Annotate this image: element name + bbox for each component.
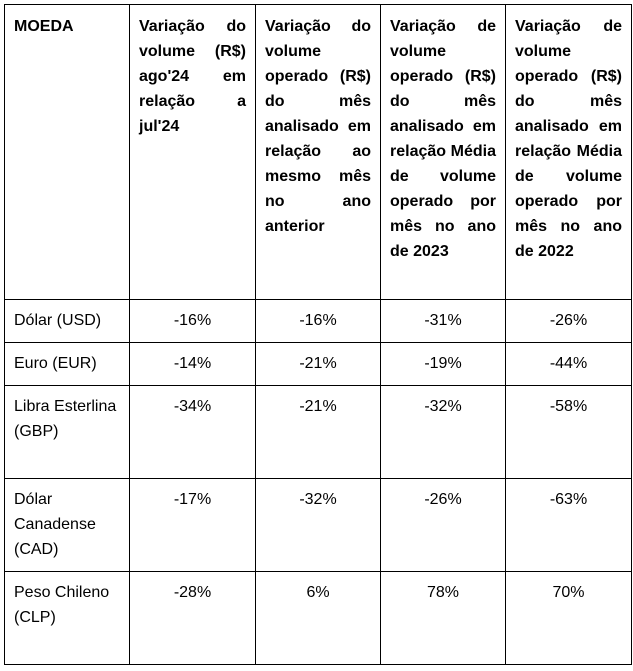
cell-value: 6% — [256, 572, 381, 665]
cell-value: -21% — [256, 343, 381, 386]
cell-value: -44% — [506, 343, 632, 386]
row-currency: Euro (EUR) — [5, 343, 130, 386]
cell-value: -63% — [506, 479, 632, 572]
cell-value: -19% — [381, 343, 506, 386]
header-vs-avg-2022: Variação de volume operado (R$) do mês analisado em relação Média de volume operado por mês no ano de 2022 — [506, 5, 632, 300]
cell-value: -16% — [130, 300, 256, 343]
header-month-over-month: Variação do volume (R$) ago'24 em relação a jul'24 — [130, 5, 256, 300]
cell-value: -14% — [130, 343, 256, 386]
table-row — [5, 386, 632, 479]
cell-value: -58% — [506, 386, 632, 479]
row-currency: Libra Esterlina (GBP) — [5, 386, 130, 479]
header-row — [5, 5, 632, 300]
table-row — [5, 343, 632, 386]
header-vs-avg-2023: Variação de volume operado (R$) do mês analisado em relação Média de volume operado por mês no ano de 2023 — [381, 5, 506, 300]
row-currency: Dólar Canadense (CAD) — [5, 479, 130, 572]
cell-value: -21% — [256, 386, 381, 479]
cell-value: -26% — [381, 479, 506, 572]
cell-value: -32% — [381, 386, 506, 479]
cell-value: -16% — [256, 300, 381, 343]
cell-value: 70% — [506, 572, 632, 665]
table-row — [5, 479, 632, 572]
header-year-over-year: Variação do volume operado (R$) do mês analisado em relação ao mesmo mês no ano anterior — [256, 5, 381, 300]
cell-value: -26% — [506, 300, 632, 343]
cell-value: 78% — [381, 572, 506, 665]
cell-value: -34% — [130, 386, 256, 479]
cell-value: -28% — [130, 572, 256, 665]
table-row — [5, 300, 632, 343]
cell-value: -32% — [256, 479, 381, 572]
row-currency: Peso Chileno (CLP) — [5, 572, 130, 665]
currency-volume-table — [4, 4, 632, 665]
header-currency: MOEDA — [5, 5, 130, 300]
row-currency: Dólar (USD) — [5, 300, 130, 343]
table-row — [5, 572, 632, 665]
cell-value: -31% — [381, 300, 506, 343]
cell-value: -17% — [130, 479, 256, 572]
